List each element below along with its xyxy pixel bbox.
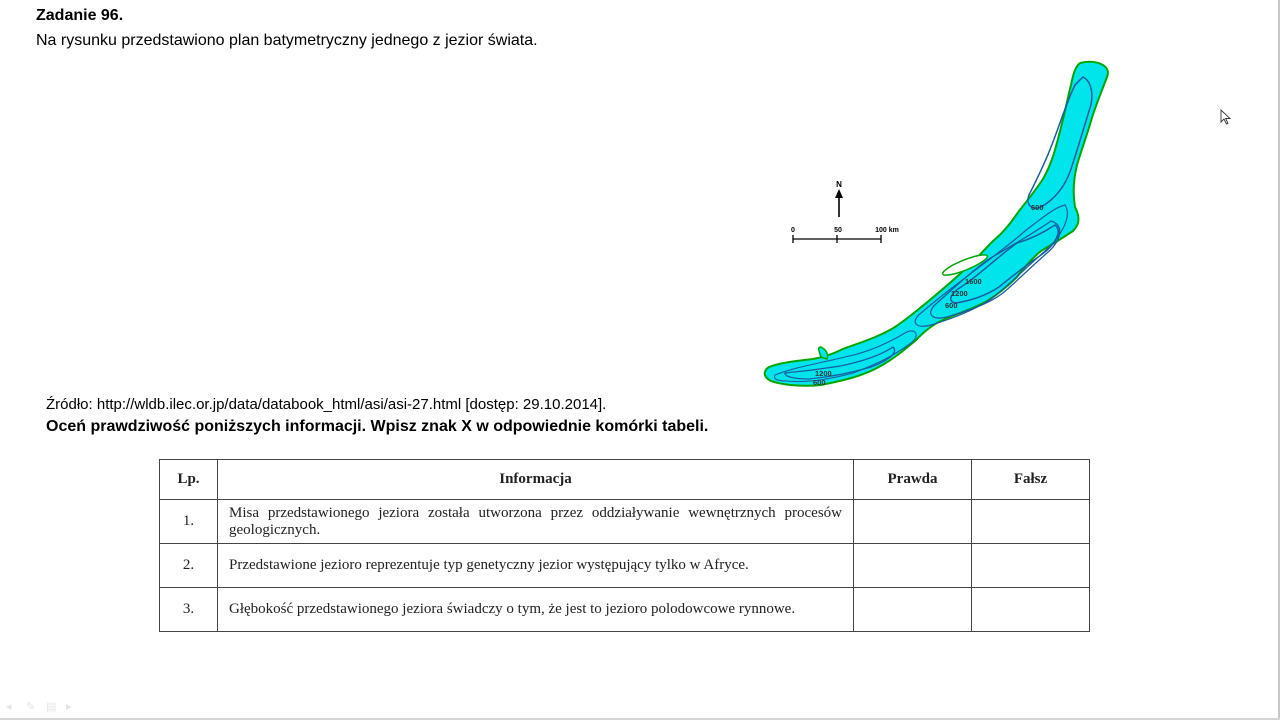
slideshow-toolbar bbox=[6, 702, 80, 712]
task-title: Zadanie 96. bbox=[36, 7, 124, 24]
answer-cell-false[interactable] bbox=[972, 588, 1090, 632]
depth-label-600-south: 600 bbox=[813, 378, 826, 387]
answer-cell-false[interactable] bbox=[972, 544, 1090, 588]
north-arrow bbox=[835, 180, 843, 217]
row-number: 2. bbox=[160, 544, 218, 588]
prev-icon[interactable]: ◂ bbox=[6, 701, 12, 713]
table-row bbox=[160, 544, 1090, 588]
depth-label-1200-mid: 1200 bbox=[951, 289, 968, 298]
scale-bar bbox=[791, 227, 899, 243]
header-lp: Lp. bbox=[160, 460, 218, 500]
answer-cell-true[interactable] bbox=[854, 500, 972, 544]
bathymetric-map bbox=[755, 55, 1130, 395]
task-intro: Na rysunku przedstawiono plan batymetryczny jednego z jezior świata. bbox=[36, 32, 538, 49]
depth-label-600-north: 600 bbox=[1031, 203, 1044, 212]
north-label: N bbox=[836, 180, 842, 189]
depth-label-1200-south: 1200 bbox=[815, 369, 832, 378]
depth-label-1600: 1600 bbox=[965, 277, 982, 286]
source-citation: Źródło: http://wldb.ilec.or.jp/data/databook_html/asi/asi-27.html [dostęp: 29.10.2014]. bbox=[46, 396, 607, 413]
scale-label-100: 100 km bbox=[875, 227, 899, 234]
header-info: Informacja bbox=[218, 460, 854, 500]
scale-label-50: 50 bbox=[834, 227, 842, 234]
answer-cell-false[interactable] bbox=[972, 500, 1090, 544]
depth-label-600-mid: 600 bbox=[945, 301, 958, 310]
header-true: Prawda bbox=[854, 460, 972, 500]
next-icon[interactable]: ▸ bbox=[66, 701, 72, 713]
scale-label-0: 0 bbox=[791, 227, 795, 234]
row-statement: Głębokość przedstawionego jeziora świadczy o tym, że jest to jezioro polodowcowe rynnowe. bbox=[218, 588, 854, 632]
table-header-row bbox=[160, 460, 1090, 500]
table-row bbox=[160, 588, 1090, 632]
answer-cell-true[interactable] bbox=[854, 544, 972, 588]
slides-icon[interactable]: ▤ bbox=[46, 701, 57, 713]
table-row bbox=[160, 500, 1090, 544]
task-instruction: Oceń prawdziwość poniższych informacji. Wpisz znak X w odpowiednie komórki tabeli. bbox=[46, 418, 709, 435]
row-number: 3. bbox=[160, 588, 218, 632]
row-statement: Misa przedstawionego jeziora została utworzona przez oddziaływanie wewnętrznych procesów geologicznych. bbox=[218, 500, 854, 544]
pen-icon[interactable]: ✎ bbox=[26, 701, 36, 713]
answer-cell-true[interactable] bbox=[854, 588, 972, 632]
mouse-cursor-icon bbox=[1220, 109, 1232, 125]
header-false: Fałsz bbox=[972, 460, 1090, 500]
answer-table bbox=[159, 459, 1090, 632]
row-number: 1. bbox=[160, 500, 218, 544]
row-statement: Przedstawione jezioro reprezentuje typ genetyczny jezior występujący tylko w Afryce. bbox=[218, 544, 854, 588]
